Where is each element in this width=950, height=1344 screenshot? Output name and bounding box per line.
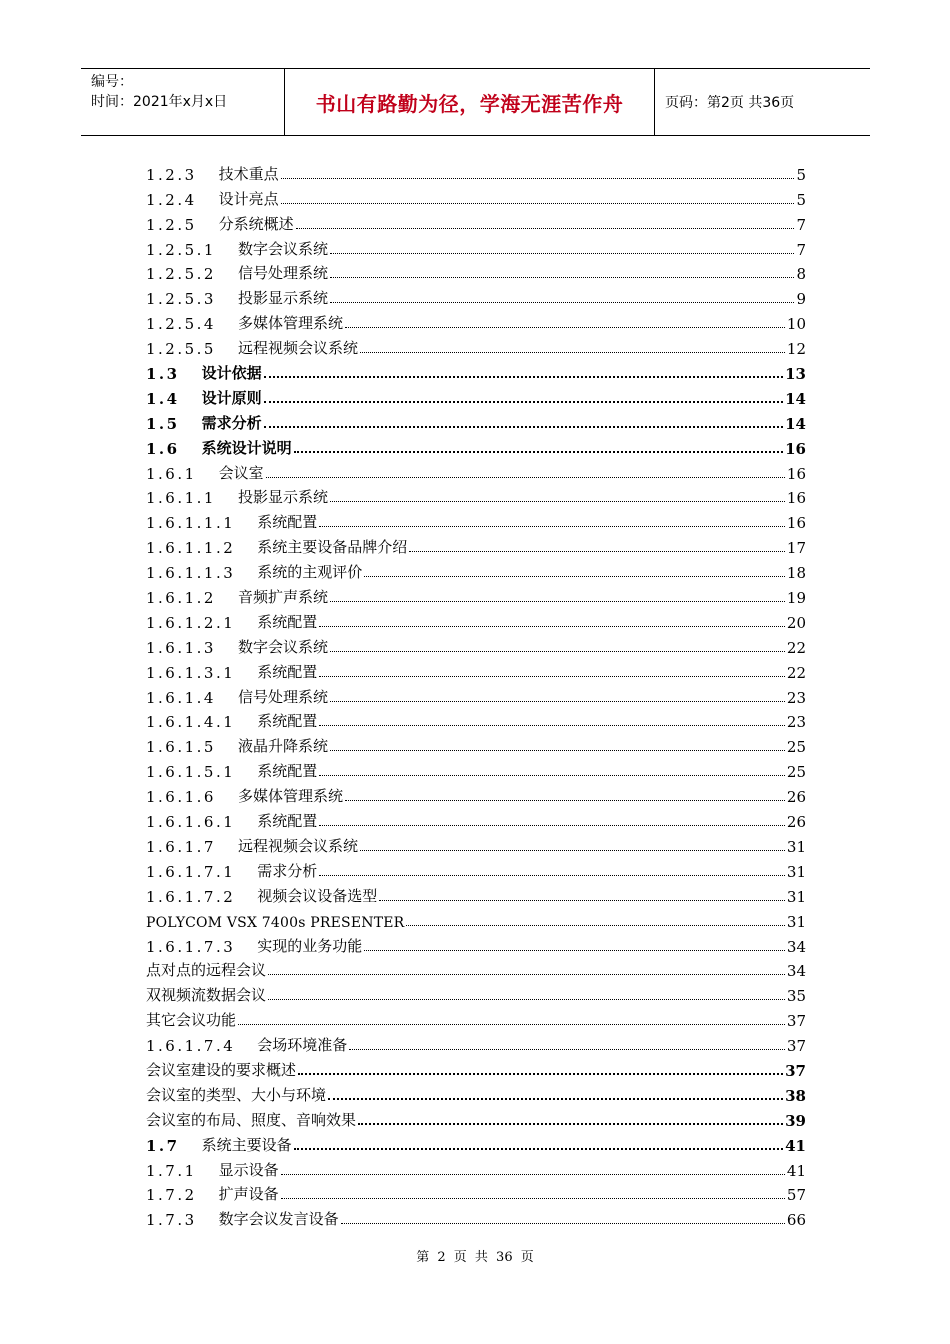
toc-entry-page: 31 (786, 862, 806, 881)
toc-entry-page: 16 (785, 439, 806, 458)
toc-entry-number: 1.6 (146, 439, 180, 458)
toc-entry-title: 数字会议发言设备 (218, 1210, 339, 1229)
toc-entry[interactable] (146, 507, 806, 532)
document-id-label: 编号： (91, 74, 133, 90)
toc-dot-leader (264, 401, 784, 403)
toc-entry[interactable] (146, 234, 806, 259)
toc-entry-title: 会议室的布局、照度、音响效果 (146, 1110, 357, 1129)
toc-entry[interactable] (146, 881, 806, 906)
toc-entry-number: 1.6.1.5 (146, 738, 216, 757)
toc-entry-title: 视频会议设备选型 (257, 886, 378, 905)
toc-entry-page: 66 (786, 1211, 806, 1230)
toc-entry-page: 35 (786, 987, 806, 1006)
toc-entry[interactable] (146, 931, 806, 956)
toc-dot-leader (294, 1148, 784, 1150)
toc-entry[interactable] (146, 308, 806, 333)
document-time-label: 时间：2021年x月x日 (91, 94, 228, 110)
toc-entry[interactable] (146, 781, 806, 806)
toc-dot-leader (319, 875, 785, 876)
toc-entry-title: 多媒体管理系统 (237, 314, 343, 333)
toc-entry-page: 20 (786, 613, 806, 632)
toc-entry[interactable] (146, 184, 806, 209)
header-page-info: 页码：第2页 共36页 (665, 95, 795, 111)
toc-entry-number: 1.6.1.7.1 (146, 862, 236, 881)
toc-dot-leader (266, 477, 785, 478)
toc-entry-page: 19 (786, 589, 806, 608)
toc-dot-leader (319, 676, 785, 677)
toc-entry[interactable] (146, 607, 806, 632)
toc-entry-page: 25 (786, 763, 806, 782)
toc-entry[interactable] (146, 1180, 806, 1205)
toc-entry[interactable] (146, 582, 806, 607)
toc-entry-page: 5 (796, 190, 806, 209)
toc-entry-page: 7 (796, 240, 806, 259)
toc-entry-number: 1.2.4 (146, 190, 197, 209)
toc-dot-leader (379, 900, 785, 901)
table-of-contents (146, 159, 806, 1229)
toc-entry-number: 1.7.1 (146, 1161, 197, 1180)
toc-entry[interactable] (146, 1005, 806, 1030)
toc-entry-title: 会议室 (218, 463, 264, 482)
toc-entry[interactable] (146, 159, 806, 184)
toc-dot-leader (341, 1223, 785, 1224)
toc-entry-number: 1.2.5.4 (146, 315, 216, 334)
toc-entry-page: 16 (786, 514, 806, 533)
toc-entry-title: 需求分析 (257, 861, 318, 880)
toc-entry-title: 显示设备 (218, 1160, 279, 1179)
toc-entry-number: 1.6.1.7.2 (146, 887, 236, 906)
toc-entry-number: 1.6.1.4.1 (146, 713, 236, 732)
toc-entry[interactable] (146, 831, 806, 856)
toc-entry-page: 31 (786, 837, 806, 856)
toc-entry-page: 25 (786, 738, 806, 757)
toc-dot-leader (330, 277, 794, 278)
toc-entry-title: 系统配置 (257, 712, 318, 731)
toc-entry-title: 其它会议功能 (146, 1011, 237, 1030)
toc-entry[interactable] (146, 259, 806, 284)
toc-entry-number: 1.6.1.2 (146, 589, 216, 608)
toc-entry-page: 13 (785, 365, 806, 384)
toc-dot-leader (281, 203, 795, 204)
toc-dot-leader (349, 1049, 785, 1050)
toc-entry-page: 26 (786, 813, 806, 832)
toc-entry-page: 38 (785, 1086, 806, 1105)
toc-entry-page: 22 (786, 663, 806, 682)
toc-entry-page: 31 (786, 887, 806, 906)
toc-dot-leader (238, 1024, 785, 1025)
toc-dot-leader (281, 1174, 785, 1175)
toc-entry-page: 31 (786, 912, 806, 931)
toc-entry-number: 1.6.1.3.1 (146, 663, 236, 682)
toc-entry-page: 34 (786, 937, 806, 956)
toc-dot-leader (294, 451, 784, 453)
toc-entry-number: 1.6.1.5.1 (146, 763, 236, 782)
toc-dot-leader (268, 999, 785, 1000)
toc-entry-number: 1.6.1.7.3 (146, 937, 236, 956)
toc-entry-title: 液晶升降系统 (237, 737, 328, 756)
toc-entry-number: 1.7.3 (146, 1211, 197, 1230)
toc-dot-leader (330, 601, 785, 602)
toc-entry-page: 26 (786, 788, 806, 807)
toc-entry[interactable] (146, 383, 806, 408)
toc-entry-title: 实现的业务功能 (257, 936, 363, 955)
toc-dot-leader (281, 1198, 785, 1199)
toc-entry[interactable] (146, 657, 806, 682)
toc-entry-number: 1.2.5 (146, 215, 197, 234)
toc-entry-title: POLYCOM VSX 7400s PRESENTER (146, 914, 405, 931)
toc-dot-leader (296, 228, 795, 229)
toc-dot-leader (360, 352, 785, 353)
toc-entry[interactable] (146, 756, 806, 781)
toc-entry-number: 1.4 (146, 389, 180, 408)
toc-entry[interactable] (146, 956, 806, 981)
header-motto-cell (284, 69, 655, 135)
toc-entry-title: 扩声设备 (218, 1185, 279, 1204)
toc-entry-number: 1.6.1.6.1 (146, 813, 236, 832)
toc-entry-number: 1.5 (146, 414, 180, 433)
toc-entry[interactable] (146, 980, 806, 1005)
toc-entry-page: 16 (786, 464, 806, 483)
toc-dot-leader (345, 327, 785, 328)
toc-entry[interactable] (146, 1080, 806, 1105)
toc-entry[interactable] (146, 458, 806, 483)
toc-entry-title: 多媒体管理系统 (237, 787, 343, 806)
toc-entry-number: 1.6.1.1.1 (146, 514, 236, 533)
toc-entry-page: 37 (786, 1012, 806, 1031)
toc-dot-leader (330, 253, 794, 254)
toc-dot-leader (360, 850, 785, 851)
toc-entry-number: 1.3 (146, 365, 180, 384)
toc-entry-number: 1.6.1.6 (146, 788, 216, 807)
toc-entry-title: 系统的主观评价 (257, 563, 363, 582)
toc-entry-title: 会场环境准备 (257, 1036, 348, 1055)
toc-entry-number: 1.2.5.2 (146, 265, 216, 284)
toc-entry-number: 1.6.1.7 (146, 837, 216, 856)
page-header (81, 68, 870, 136)
toc-entry[interactable] (146, 532, 806, 557)
toc-entry[interactable] (146, 707, 806, 732)
toc-dot-leader (364, 576, 785, 577)
toc-entry-title: 音频扩声系统 (237, 588, 328, 607)
toc-entry[interactable] (146, 283, 806, 308)
toc-entry[interactable] (146, 731, 806, 756)
toc-dot-leader (406, 925, 785, 926)
toc-dot-leader (264, 426, 784, 428)
toc-entry-number: 1.7.2 (146, 1186, 197, 1205)
toc-entry-page: 10 (786, 315, 806, 334)
toc-entry-title: 会议室建设的要求概述 (146, 1060, 297, 1079)
toc-entry-title: 数字会议系统 (237, 637, 328, 656)
toc-dot-leader (330, 701, 785, 702)
toc-entry-page: 18 (786, 564, 806, 583)
toc-entry[interactable] (146, 358, 806, 383)
toc-entry-number: 1.6.1.1.2 (146, 539, 236, 558)
toc-entry-page: 14 (785, 414, 806, 433)
toc-entry-title: 系统配置 (257, 812, 318, 831)
toc-dot-leader (319, 626, 785, 627)
toc-entry-title: 设计原则 (201, 388, 262, 407)
toc-entry-number: 1.2.5.3 (146, 290, 216, 309)
toc-entry-title: 系统配置 (257, 662, 318, 681)
toc-entry[interactable] (146, 1030, 806, 1055)
toc-entry-page: 9 (796, 290, 806, 309)
toc-entry-page: 14 (785, 389, 806, 408)
toc-dot-leader (364, 950, 785, 951)
toc-entry-page: 23 (786, 688, 806, 707)
toc-entry-title: 需求分析 (201, 413, 262, 432)
toc-entry-title: 分系统概述 (218, 214, 294, 233)
toc-entry-page: 5 (796, 165, 806, 184)
toc-entry[interactable] (146, 483, 806, 508)
toc-entry-page: 37 (785, 1061, 806, 1080)
toc-entry-title: 系统配置 (257, 762, 318, 781)
toc-dot-leader (281, 178, 795, 179)
toc-dot-leader (319, 825, 785, 826)
toc-entry-title: 系统配置 (257, 513, 318, 532)
toc-entry[interactable] (146, 856, 806, 881)
toc-entry-number: 1.6.1.7.4 (146, 1037, 236, 1056)
toc-entry-number: 1.2.5.5 (146, 340, 216, 359)
toc-entry-page: 23 (786, 713, 806, 732)
toc-entry[interactable] (146, 408, 806, 433)
toc-entry[interactable] (146, 1204, 806, 1229)
toc-entry-page: 37 (786, 1037, 806, 1056)
toc-dot-leader (264, 376, 784, 378)
toc-dot-leader (268, 974, 785, 975)
toc-entry[interactable] (146, 333, 806, 358)
toc-entry-title: 信号处理系统 (237, 264, 328, 283)
toc-entry[interactable] (146, 557, 806, 582)
toc-entry-title: 投影显示系统 (237, 289, 328, 308)
toc-entry-title: 设计依据 (201, 364, 262, 383)
toc-entry[interactable] (146, 1155, 806, 1180)
toc-entry-title: 双视频流数据会议 (146, 986, 267, 1005)
toc-entry-page: 16 (786, 489, 806, 508)
toc-entry-title: 系统配置 (257, 612, 318, 631)
toc-entry[interactable] (146, 433, 806, 458)
toc-entry-number: 1.6.1 (146, 464, 197, 483)
toc-dot-leader (330, 501, 785, 502)
toc-entry[interactable] (146, 632, 806, 657)
toc-entry-title: 系统设计说明 (201, 438, 292, 457)
toc-dot-leader (330, 651, 785, 652)
toc-entry-title: 设计亮点 (218, 189, 279, 208)
toc-entry-number: 1.6.1.3 (146, 638, 216, 657)
toc-entry-page: 22 (786, 638, 806, 657)
toc-entry-page: 17 (786, 539, 806, 558)
toc-entry-title: 技术重点 (218, 164, 279, 183)
toc-entry[interactable] (146, 906, 806, 931)
toc-entry-number: 1.7 (146, 1136, 180, 1155)
page-footer: 第 2 页 共 36 页 (416, 1250, 534, 1265)
toc-entry[interactable] (146, 682, 806, 707)
toc-entry-title: 点对点的远程会议 (146, 961, 267, 980)
toc-entry-number: 1.6.1.1 (146, 489, 216, 508)
toc-entry[interactable] (146, 806, 806, 831)
toc-entry[interactable] (146, 209, 806, 234)
toc-entry-number: 1.6.1.1.3 (146, 564, 236, 583)
toc-entry-title: 系统主要设备品牌介绍 (257, 538, 408, 557)
toc-dot-leader (409, 551, 785, 552)
toc-entry-page: 34 (786, 962, 806, 981)
toc-entry-title: 远程视频会议系统 (237, 339, 358, 358)
toc-entry[interactable] (146, 1130, 806, 1155)
toc-entry-number: 1.2.3 (146, 165, 197, 184)
header-page-info-cell (655, 69, 870, 135)
toc-entry-page: 7 (796, 215, 806, 234)
toc-entry[interactable] (146, 1105, 806, 1130)
toc-dot-leader (319, 725, 785, 726)
toc-dot-leader (328, 1098, 783, 1100)
toc-entry-page: 12 (786, 340, 806, 359)
toc-entry-title: 信号处理系统 (237, 687, 328, 706)
toc-dot-leader (319, 526, 785, 527)
toc-dot-leader (330, 302, 794, 303)
toc-entry-title: 会议室的类型、大小与环境 (146, 1085, 327, 1104)
toc-dot-leader (345, 800, 785, 801)
header-meta (81, 69, 284, 135)
toc-entry-title: 远程视频会议系统 (237, 836, 358, 855)
toc-entry-title: 系统主要设备 (201, 1135, 292, 1154)
toc-entry-page: 41 (786, 1161, 806, 1180)
toc-dot-leader (298, 1073, 783, 1075)
toc-dot-leader (330, 750, 785, 751)
toc-dot-leader (319, 775, 785, 776)
toc-entry-number: 1.6.1.4 (146, 688, 216, 707)
toc-entry-page: 57 (786, 1186, 806, 1205)
toc-entry-title: 数字会议系统 (237, 239, 328, 258)
header-motto: 书山有路勤为径，学海无涯苦作舟 (315, 91, 624, 116)
toc-entry-title: 投影显示系统 (237, 488, 328, 507)
toc-entry-number: 1.6.1.2.1 (146, 613, 236, 632)
toc-entry-page: 8 (796, 265, 806, 284)
toc-entry-number: 1.2.5.1 (146, 240, 216, 259)
toc-entry-page: 41 (785, 1136, 806, 1155)
toc-entry[interactable] (146, 1055, 806, 1080)
toc-entry-page: 39 (785, 1111, 806, 1130)
toc-dot-leader (358, 1123, 783, 1125)
